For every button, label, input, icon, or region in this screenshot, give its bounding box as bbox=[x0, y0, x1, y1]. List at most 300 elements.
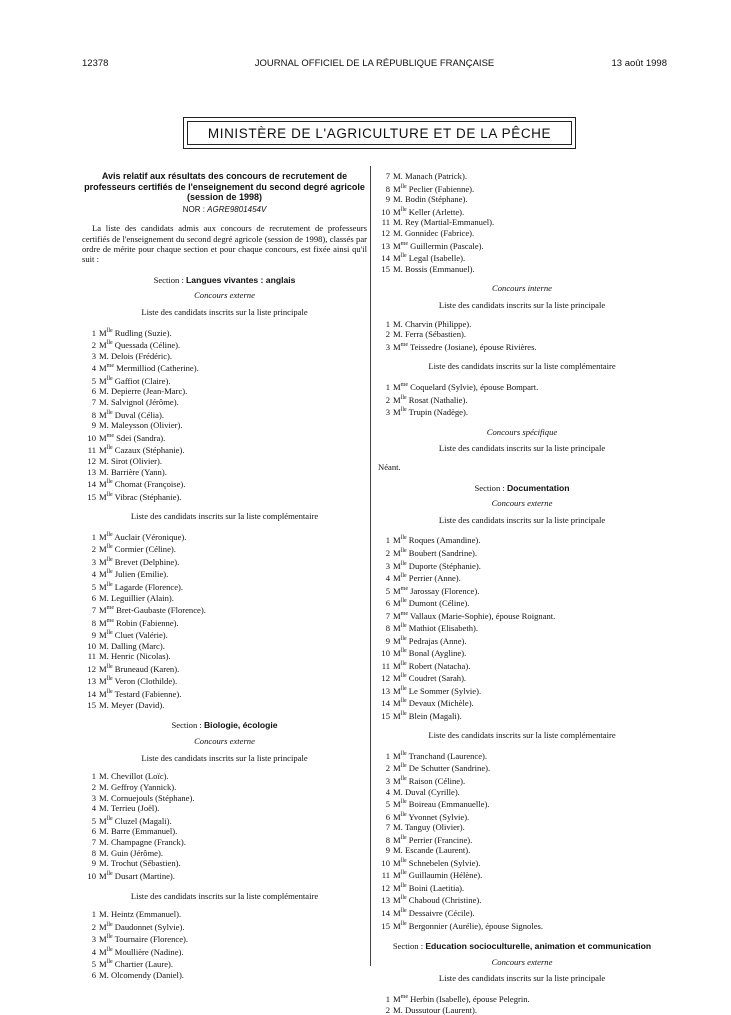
list-item bbox=[376, 797, 668, 810]
candidate-name: $M^{lle}$ Tournaire (Florence). bbox=[99, 934, 189, 945]
candidate-name: M. Champagne (Franck). bbox=[99, 837, 186, 848]
nor-reference: NOR : AGRE9801454V bbox=[182, 204, 267, 214]
candidate-name: M. Chevillot (Loïc). bbox=[99, 771, 169, 782]
list-item bbox=[376, 239, 668, 252]
rank-number: 1 bbox=[91, 771, 96, 782]
name-list bbox=[82, 909, 367, 980]
list-item bbox=[376, 329, 668, 340]
list-item bbox=[82, 803, 367, 814]
candidate-name: $M^{lle}$ Boubert (Sandrine). bbox=[393, 548, 478, 558]
candidate-name: M. Duval (Cyrille). bbox=[393, 786, 460, 797]
list-item bbox=[82, 641, 367, 652]
candidate-name: $M^{me}$ Teissedre (Josiane), épouse Rivières. bbox=[393, 341, 537, 352]
candidate-name: M. Henric (Nicolas). bbox=[99, 651, 171, 662]
contest-heading: Concours externe bbox=[194, 735, 255, 746]
rank-number: 13 bbox=[381, 895, 390, 906]
list-heading: Liste des candidats inscrits sur la liste principale bbox=[141, 307, 308, 318]
list-item bbox=[82, 782, 367, 793]
rank-number: 9 bbox=[385, 635, 390, 646]
rank-number: 2 bbox=[91, 340, 96, 351]
list-item bbox=[82, 945, 367, 958]
list-item bbox=[376, 774, 668, 787]
candidate-name: M. Charvin (Philippe). bbox=[393, 318, 472, 329]
rank-number: 5 bbox=[91, 375, 96, 386]
list-item bbox=[376, 762, 668, 775]
list-item bbox=[376, 621, 668, 634]
candidate-name: M. Salvignol (Jérôme). bbox=[99, 397, 179, 408]
list-heading: Liste des candidats inscrits sur la liste principale bbox=[438, 443, 606, 454]
list-item bbox=[376, 646, 668, 659]
rank-number: 1 bbox=[385, 994, 390, 1004]
section-heading-education: Section : Education socioculturelle, animation et communication bbox=[392, 941, 652, 952]
rank-number: 11 bbox=[87, 651, 96, 662]
list-item bbox=[82, 374, 367, 387]
list-heading: Liste des candidats inscrits sur la liste principale bbox=[141, 752, 308, 763]
list-item bbox=[82, 397, 367, 408]
list-item bbox=[376, 534, 668, 547]
candidate-name: $M^{lle}$ Trupin (Nadège). bbox=[393, 407, 468, 418]
list-item bbox=[82, 848, 367, 859]
candidate-name: $M^{me}$ Vallaux (Marie-Sophie), épouse Roignant. bbox=[393, 610, 556, 621]
candidate-name: $M^{lle}$ Chaboud (Christine). bbox=[393, 895, 482, 906]
list-item bbox=[376, 659, 668, 672]
candidate-name: M. Barre (Emmanuel). bbox=[99, 826, 178, 837]
rank-number: 1 bbox=[385, 535, 390, 546]
list-item bbox=[82, 456, 367, 467]
rank-number: 7 bbox=[91, 605, 96, 616]
list-item bbox=[376, 833, 668, 846]
list-item bbox=[82, 530, 367, 543]
list-item bbox=[82, 662, 367, 675]
candidate-name: $M^{lle}$ Guillaumin (Hélène). bbox=[393, 870, 483, 881]
rank-number: 6 bbox=[91, 826, 96, 837]
list-heading: Liste des candidats inscrits sur la liste complémentaire bbox=[428, 361, 616, 372]
list-item bbox=[82, 858, 367, 869]
list-item bbox=[82, 351, 367, 362]
rank-number: 12 bbox=[381, 882, 390, 893]
rank-number: 14 bbox=[87, 688, 96, 699]
candidate-name: $M^{lle}$ Schnebelen (Sylvie). bbox=[393, 857, 481, 868]
list-item bbox=[376, 709, 668, 722]
list-item bbox=[376, 894, 668, 907]
candidate-name: $M^{lle}$ Cazaux (Stéphanie). bbox=[99, 445, 185, 456]
ministry-title: MINISTÈRE DE L'AGRICULTURE ET DE LA PÊCHE bbox=[187, 121, 572, 145]
candidate-name: $M^{me}$ Coquelard (Sylvie), épouse Bompart. bbox=[393, 382, 539, 392]
candidate-name: $M^{lle}$ Duporte (Stéphanie). bbox=[393, 560, 481, 571]
candidate-name: $M^{lle}$ Peclier (Fabienne). bbox=[393, 183, 475, 194]
candidate-name: $M^{lle}$ Dessaivre (Cécile). bbox=[393, 908, 475, 918]
list-item bbox=[376, 380, 668, 393]
rank-number: 10 bbox=[381, 206, 390, 217]
candidate-name: $M^{me}$ Guillermin (Pascale). bbox=[393, 240, 484, 251]
rank-number: 8 bbox=[385, 623, 390, 634]
candidate-name: $M^{lle}$ Mathiot (Elisabeth). bbox=[393, 623, 479, 634]
section-heading-anglais: Section : Langues vivantes : anglais bbox=[153, 274, 296, 285]
candidate-name: $M^{lle}$ Cluet (Valérie). bbox=[99, 630, 168, 641]
rank-number: 10 bbox=[87, 432, 96, 443]
candidate-name: $M^{lle}$ Legal (Isabelle). bbox=[393, 253, 466, 264]
rank-number: 8 bbox=[385, 834, 390, 845]
candidate-name: $M^{lle}$ Cormier (Céline). bbox=[99, 544, 176, 555]
rank-number: 3 bbox=[385, 341, 390, 352]
candidate-name: $M^{lle}$ Roques (Amandine). bbox=[393, 535, 481, 546]
candidate-name: M. Escande (Laurent). bbox=[393, 845, 471, 856]
candidate-name: M. Maleysson (Olivier). bbox=[99, 420, 183, 431]
candidate-name: $M^{lle}$ Raison (Céline). bbox=[393, 775, 466, 786]
candidate-name: $M^{lle}$ Blein (Magali). bbox=[393, 710, 462, 721]
list-item bbox=[376, 584, 668, 597]
rank-number: 3 bbox=[91, 934, 96, 945]
list-item bbox=[376, 194, 668, 205]
rank-number: 9 bbox=[91, 630, 96, 641]
list-item bbox=[82, 603, 367, 616]
list-item bbox=[376, 671, 668, 684]
candidate-name: M. Trochut (Sébastien). bbox=[99, 858, 181, 869]
rank-number: 11 bbox=[381, 217, 390, 228]
name-list bbox=[82, 326, 367, 503]
candidate-name: $M^{lle}$ Brevet (Delphine). bbox=[99, 556, 180, 567]
article-title: Avis relatif aux résultats des concours de recrutement de professeurs certifiés de l'enseignement du second degré agricole (session de 1998) bbox=[84, 171, 365, 202]
column-divider bbox=[370, 166, 371, 966]
list-heading: Liste des candidats inscrits sur la liste complémentaire bbox=[428, 730, 616, 741]
intro-paragraph: La liste des candidats admis aux concours de recrutement de professeurs certifiés de l'enseignement du second degré agricole (session de 1998), classés par ordre de mérite pour chaque section et pour chaque concours, est fixée ainsi qu'il suit : bbox=[82, 223, 367, 265]
rank-number: 11 bbox=[381, 660, 390, 671]
candidate-name: $M^{lle}$ De Schutter (Sandrine). bbox=[393, 763, 491, 774]
rank-number: 5 bbox=[91, 815, 96, 826]
candidate-name: M. Cornuejouls (Stéphane). bbox=[99, 792, 195, 803]
list-item bbox=[376, 228, 668, 239]
candidate-name: M. Heintz (Emmanuel). bbox=[99, 909, 182, 920]
candidate-name: $M^{me}$ Herbin (Isabelle), épouse Pelegrin. bbox=[393, 994, 530, 1004]
list-item bbox=[82, 386, 367, 397]
rank-number: 4 bbox=[91, 803, 96, 814]
list-heading: Liste des candidats inscrits sur la liste principale bbox=[438, 300, 606, 310]
journal-title: JOURNAL OFFICIEL DE LA RÉPUBLIQUE FRANÇAISE bbox=[254, 58, 495, 69]
candidate-name: M. Terrieu (Joël). bbox=[99, 803, 160, 814]
list-item bbox=[82, 490, 367, 503]
rank-number: 4 bbox=[385, 573, 390, 584]
rank-number: 2 bbox=[91, 921, 96, 932]
rank-number: 8 bbox=[91, 409, 96, 420]
rank-number: 4 bbox=[91, 946, 96, 957]
candidate-name: M. Barrière (Yann). bbox=[99, 466, 167, 477]
candidate-name: M. Geffroy (Yannick). bbox=[99, 781, 177, 792]
list-item bbox=[376, 845, 668, 856]
list-item bbox=[82, 477, 367, 490]
rank-number: 1 bbox=[91, 327, 96, 338]
list-heading: Liste des candidats inscrits sur la liste complémentaire bbox=[130, 511, 319, 522]
list-item bbox=[376, 171, 668, 182]
candidate-name: $M^{lle}$ Daudonnet (Sylvie). bbox=[99, 921, 185, 932]
contest-heading: Concours externe bbox=[194, 290, 255, 301]
candidate-name: $M^{lle}$ Rosat (Nathalie). bbox=[393, 394, 468, 405]
list-item bbox=[82, 543, 367, 556]
rank-number: 9 bbox=[385, 845, 390, 856]
rank-number: 2 bbox=[91, 544, 96, 555]
list-item bbox=[376, 340, 668, 353]
candidate-name: $M^{me}$ Bret-Gaubaste (Florence). bbox=[99, 605, 206, 616]
list-item bbox=[82, 909, 367, 920]
list-item bbox=[82, 580, 367, 593]
rank-number: 1 bbox=[385, 382, 390, 392]
candidate-name: M. Rey (Martial-Emmanuel). bbox=[393, 217, 495, 228]
rank-number: 10 bbox=[381, 648, 390, 659]
rank-number: 7 bbox=[385, 822, 390, 833]
list-item bbox=[82, 687, 367, 700]
list-heading: Liste des candidats inscrits sur la liste principale bbox=[438, 514, 606, 525]
rank-number: 3 bbox=[385, 775, 390, 786]
list-item bbox=[376, 856, 668, 869]
rank-number: 3 bbox=[385, 560, 390, 571]
name-list bbox=[376, 992, 668, 1015]
list-item bbox=[376, 405, 668, 418]
list-item bbox=[82, 771, 367, 782]
rank-number: 6 bbox=[91, 592, 96, 603]
list-item bbox=[82, 826, 367, 837]
list-item bbox=[82, 675, 367, 688]
candidate-name: M. Bodin (Stéphane). bbox=[393, 194, 468, 205]
rank-number: 15 bbox=[381, 710, 390, 721]
candidate-name: $M^{lle}$ Perrier (Anne). bbox=[393, 573, 461, 584]
rank-number: 14 bbox=[381, 908, 390, 918]
list-item bbox=[376, 609, 668, 622]
rank-number: 4 bbox=[91, 363, 96, 374]
rank-number: 2 bbox=[385, 548, 390, 558]
candidate-name: $M^{lle}$ Chomat (Françoise). bbox=[99, 479, 186, 490]
rank-number: 3 bbox=[91, 350, 96, 361]
list-item bbox=[376, 822, 668, 833]
list-item bbox=[376, 749, 668, 762]
rank-number: 7 bbox=[91, 837, 96, 848]
list-item bbox=[82, 431, 367, 444]
list-item bbox=[376, 596, 668, 609]
list-heading: Liste des candidats inscrits sur la liste complémentaire bbox=[130, 890, 319, 901]
left-column bbox=[82, 171, 367, 981]
rank-number: 5 bbox=[385, 799, 390, 810]
rank-number: 13 bbox=[87, 676, 96, 687]
list-item bbox=[376, 919, 668, 932]
candidate-name: $M^{lle}$ Yvonnet (Sylvie). bbox=[393, 811, 470, 822]
name-list bbox=[82, 771, 367, 881]
rank-number: 6 bbox=[91, 386, 96, 397]
candidate-name: $M^{lle}$ Coudret (Sarah). bbox=[393, 673, 467, 684]
candidate-name: $M^{lle}$ Auclair (Véronique). bbox=[99, 531, 187, 542]
candidate-name: $M^{lle}$ Boini (Laetitia). bbox=[393, 882, 465, 893]
list-item bbox=[376, 787, 668, 798]
candidate-name: $M^{lle}$ Bruneaud (Karen). bbox=[99, 663, 180, 674]
candidate-name: $M^{lle}$ Cluzel (Magali). bbox=[99, 815, 172, 826]
contest-heading: Concours spécifique bbox=[486, 426, 558, 437]
rank-number: 14 bbox=[381, 698, 390, 709]
candidate-name: $M^{lle}$ Bonal (Aygline). bbox=[393, 648, 467, 659]
candidate-name: $M^{lle}$ Keller (Arlette). bbox=[393, 206, 465, 217]
list-item bbox=[82, 869, 367, 882]
rank-number: 5 bbox=[91, 959, 96, 970]
rank-number: 9 bbox=[385, 194, 390, 205]
list-item bbox=[82, 555, 367, 568]
candidate-name: $M^{lle}$ Vibrac (Stéphanie). bbox=[99, 491, 182, 502]
page-number: 12378 bbox=[82, 58, 109, 69]
rank-number: 10 bbox=[381, 857, 390, 868]
list-item bbox=[376, 869, 668, 882]
name-list bbox=[376, 380, 668, 418]
candidate-name: M. Bossis (Emmanuel). bbox=[393, 263, 475, 274]
name-list bbox=[376, 171, 668, 274]
candidate-name: $M^{lle}$ Chartier (Laure). bbox=[99, 959, 174, 970]
neant-text: Néant. bbox=[378, 462, 401, 472]
rank-number: 2 bbox=[385, 763, 390, 774]
name-list bbox=[376, 319, 668, 353]
list-item bbox=[376, 182, 668, 195]
list-item bbox=[82, 420, 367, 431]
list-item bbox=[82, 361, 367, 374]
candidate-name: M. Manach (Patrick). bbox=[393, 171, 467, 181]
list-item bbox=[376, 906, 668, 919]
candidate-name: $M^{lle}$ Pedrajas (Anne). bbox=[393, 635, 467, 646]
candidate-name: $M^{me}$ Sdei (Sandra). bbox=[99, 432, 166, 443]
rank-number: 8 bbox=[91, 847, 96, 858]
rank-number: 12 bbox=[87, 663, 96, 674]
rank-number: 11 bbox=[87, 445, 96, 456]
candidate-name: M. Ferra (Sébastien). bbox=[393, 329, 467, 340]
list-item bbox=[376, 559, 668, 572]
rank-number: 12 bbox=[381, 673, 390, 684]
list-item bbox=[82, 443, 367, 456]
rank-number: 1 bbox=[91, 531, 96, 542]
rank-number: 4 bbox=[385, 786, 390, 797]
list-item bbox=[376, 810, 668, 823]
list-item bbox=[82, 700, 367, 711]
contest-heading: Concours externe bbox=[491, 498, 553, 509]
rank-number: 13 bbox=[381, 240, 390, 251]
contest-heading: Concours interne bbox=[492, 283, 552, 294]
rank-number: 4 bbox=[91, 569, 96, 580]
candidate-name: M. Tanguy (Olivier). bbox=[393, 822, 465, 833]
rank-number: 3 bbox=[91, 556, 96, 567]
candidate-name: M. Meyer (David). bbox=[99, 699, 165, 710]
rank-number: 14 bbox=[87, 479, 96, 490]
list-item bbox=[82, 920, 367, 933]
rank-number: 13 bbox=[87, 466, 96, 477]
rank-number: 1 bbox=[385, 318, 390, 329]
rank-number: 8 bbox=[91, 617, 96, 628]
candidate-name: M. Sirot (Olivier). bbox=[99, 455, 163, 466]
list-item bbox=[82, 616, 367, 629]
rank-number: 15 bbox=[381, 920, 390, 931]
ministry-box bbox=[183, 117, 576, 149]
list-item bbox=[376, 1005, 668, 1015]
list-item bbox=[376, 696, 668, 709]
list-item bbox=[376, 881, 668, 894]
rank-number: 12 bbox=[87, 455, 96, 466]
rank-number: 7 bbox=[385, 610, 390, 621]
rank-number: 15 bbox=[87, 699, 96, 710]
rank-number: 2 bbox=[385, 1004, 390, 1015]
rank-number: 9 bbox=[91, 420, 96, 431]
rank-number: 6 bbox=[385, 598, 390, 609]
right-column bbox=[376, 171, 668, 1015]
list-item bbox=[82, 326, 367, 339]
candidate-name: $M^{lle}$ Dusart (Martine). bbox=[99, 870, 175, 881]
name-list bbox=[376, 534, 668, 722]
list-item bbox=[376, 251, 668, 264]
publication-date: 13 août 1998 bbox=[611, 58, 667, 69]
candidate-name: $M^{lle}$ Duval (Célia). bbox=[99, 409, 164, 420]
rank-number: 10 bbox=[87, 640, 96, 651]
rank-number: 13 bbox=[381, 685, 390, 696]
list-item bbox=[376, 264, 668, 275]
list-item bbox=[82, 593, 367, 604]
rank-number: 15 bbox=[87, 491, 96, 502]
candidate-name: $M^{lle}$ Gaffiot (Claire). bbox=[99, 375, 171, 386]
list-item bbox=[82, 338, 367, 351]
rank-number: 1 bbox=[91, 909, 96, 920]
candidate-name: $M^{lle}$ Dumont (Céline). bbox=[393, 598, 470, 609]
candidate-name: M. Dalling (Marc). bbox=[99, 640, 165, 651]
candidate-name: M. Depierre (Jean-Marc). bbox=[99, 386, 188, 397]
rank-number: 10 bbox=[87, 870, 96, 881]
rank-number: 12 bbox=[381, 228, 390, 238]
list-item bbox=[376, 217, 668, 228]
list-item bbox=[376, 393, 668, 406]
section-heading-biologie: Section : Biologie, écologie bbox=[171, 720, 278, 731]
candidate-name: $M^{lle}$ Bergonnier (Aurélie), épouse Signoles. bbox=[393, 920, 544, 931]
rank-number: 2 bbox=[91, 781, 96, 792]
list-item bbox=[82, 932, 367, 945]
rank-number: 6 bbox=[385, 811, 390, 822]
rank-number: 11 bbox=[381, 870, 390, 881]
candidate-name: $M^{lle}$ Le Sommer (Sylvie). bbox=[393, 685, 482, 696]
candidate-name: $M^{lle}$ Tranchand (Laurence). bbox=[393, 750, 488, 761]
rank-number: 7 bbox=[91, 397, 96, 408]
list-item bbox=[82, 467, 367, 478]
list-item bbox=[376, 571, 668, 584]
list-item bbox=[82, 408, 367, 421]
candidate-name: M. Dussutour (Laurent). bbox=[393, 1004, 478, 1015]
candidate-name: $M^{lle}$ Boireau (Emmanuelle). bbox=[393, 799, 490, 810]
list-item bbox=[82, 651, 367, 662]
candidate-name: $M^{lle}$ Moullière (Nadine). bbox=[99, 946, 184, 957]
contest-heading: Concours externe bbox=[491, 956, 553, 967]
candidate-name: $M^{lle}$ Devaux (Michèle). bbox=[393, 698, 474, 709]
candidate-name: $M^{lle}$ Testard (Fabienne). bbox=[99, 688, 182, 699]
list-item bbox=[376, 684, 668, 697]
list-item bbox=[82, 568, 367, 581]
list-item bbox=[82, 837, 367, 848]
rank-number: 1 bbox=[385, 750, 390, 761]
list-item bbox=[376, 634, 668, 647]
candidate-name: $M^{me}$ Mermilliod (Catherine). bbox=[99, 363, 199, 374]
candidate-name: $M^{me}$ Jarossay (Florence). bbox=[393, 585, 480, 596]
rank-number: 5 bbox=[385, 585, 390, 596]
list-item bbox=[82, 628, 367, 641]
rank-number: 15 bbox=[381, 263, 390, 274]
list-item bbox=[376, 992, 668, 1005]
list-heading: Liste des candidats inscrits sur la liste principale bbox=[438, 973, 606, 984]
rank-number: 8 bbox=[385, 183, 390, 194]
name-list bbox=[82, 530, 367, 710]
name-list bbox=[376, 749, 668, 931]
candidate-name: $M^{lle}$ Perrier (Francine). bbox=[393, 834, 473, 845]
candidate-name: $M^{lle}$ Rudling (Suzie). bbox=[99, 327, 172, 338]
candidate-name: M. Leguillier (Alain). bbox=[99, 592, 174, 603]
candidate-name: $M^{lle}$ Lagarde (Florence). bbox=[99, 581, 184, 592]
candidate-name: M. Guin (Jérôme). bbox=[99, 847, 163, 858]
rank-number: 5 bbox=[91, 581, 96, 592]
candidate-name: $M^{lle}$ Robert (Natacha). bbox=[393, 660, 471, 671]
section-heading-documentation: Section : Documentation bbox=[474, 482, 570, 493]
rank-number: 2 bbox=[385, 329, 390, 340]
